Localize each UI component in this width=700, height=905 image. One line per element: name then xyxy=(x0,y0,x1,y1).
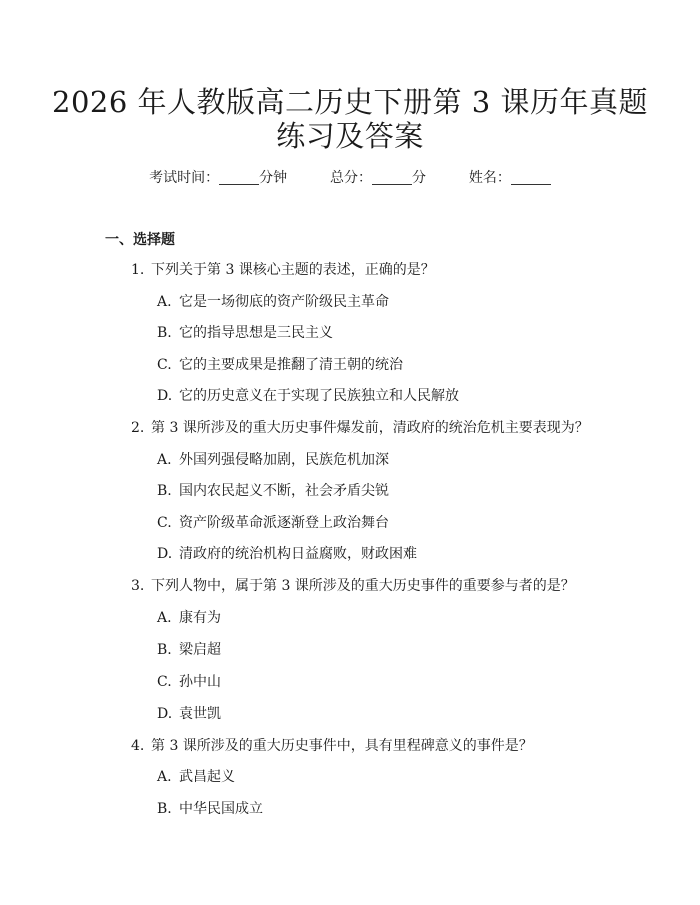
option-text: 资产阶级革命派逐渐登上政治舞台 xyxy=(179,515,389,531)
question xyxy=(131,576,575,596)
question xyxy=(131,736,533,756)
question-text: 下列人物中，属于第 3 课所涉及的重大历史事件的重要参与者的是？ xyxy=(151,578,575,594)
option-text: 孙中山 xyxy=(179,674,221,690)
option xyxy=(157,672,221,692)
option-letter: C. xyxy=(157,357,172,373)
option-letter: D. xyxy=(157,546,173,562)
option xyxy=(157,450,389,470)
option-letter: D. xyxy=(157,388,173,404)
option xyxy=(157,704,221,724)
option-text: 它的历史意义在于实现了民族独立和人民解放 xyxy=(179,388,459,404)
option-letter: A. xyxy=(157,769,172,785)
option xyxy=(157,292,389,312)
option-text: 中华民国成立 xyxy=(179,801,263,817)
option-text: 清政府的统治机构日益腐败，财政困难 xyxy=(179,546,417,562)
option-letter: B. xyxy=(157,801,172,817)
document-title-line-1: 2026 年人教版高二历史下册第 3 课历年真题 xyxy=(52,85,648,119)
option-text: 武昌起义 xyxy=(179,769,235,785)
option xyxy=(157,544,417,564)
option-letter: B. xyxy=(157,325,172,341)
question-number: 2. xyxy=(131,420,145,436)
exam-info-line xyxy=(0,168,700,188)
option xyxy=(157,323,333,343)
option-text: 外国列强侵略加剧，民族危机加深 xyxy=(179,452,389,468)
question-text: 第 3 课所涉及的重大历史事件中，具有里程碑意义的事件是？ xyxy=(151,738,533,754)
section-heading: 一、选择题 xyxy=(105,232,175,248)
time-label: 考试时间： xyxy=(149,170,220,186)
option-text: 它的主要成果是推翻了清王朝的统治 xyxy=(179,357,403,373)
score-label: 总分： xyxy=(330,170,372,186)
question xyxy=(131,418,589,438)
question-number: 4. xyxy=(131,738,145,754)
question-text: 第 3 课所涉及的重大历史事件爆发前，清政府的统治危机主要表现为？ xyxy=(151,420,589,436)
name-blank xyxy=(511,170,551,185)
question xyxy=(131,260,435,280)
option xyxy=(157,513,389,533)
option-text: 国内农民起义不断，社会矛盾尖锐 xyxy=(179,483,389,499)
question-number: 3. xyxy=(131,578,145,594)
option xyxy=(157,799,263,819)
name-label: 姓名： xyxy=(468,170,511,186)
option-letter: D. xyxy=(157,706,173,722)
option-text: 袁世凯 xyxy=(179,706,221,722)
option xyxy=(157,481,389,501)
option-text: 它的指导思想是三民主义 xyxy=(179,325,333,341)
option-letter: B. xyxy=(157,483,172,499)
option xyxy=(157,640,221,660)
option-text: 它是一场彻底的资产阶级民主革命 xyxy=(179,294,389,310)
time-unit: 分钟 xyxy=(259,170,288,186)
option-letter: C. xyxy=(157,515,172,531)
option xyxy=(157,386,459,406)
option-letter: A. xyxy=(157,452,172,468)
option-letter: A. xyxy=(157,294,172,310)
time-blank xyxy=(219,170,259,185)
score-unit: 分 xyxy=(412,170,426,186)
score-blank xyxy=(372,170,412,185)
option-letter: B. xyxy=(157,642,172,658)
document-title-line-2: 练习及答案 xyxy=(276,119,424,153)
option xyxy=(157,608,221,628)
question-text: 下列关于第 3 课核心主题的表述，正确的是？ xyxy=(151,262,435,278)
option xyxy=(157,767,235,787)
question-number: 1. xyxy=(131,262,145,278)
option-letter: C. xyxy=(157,674,172,690)
option-text: 康有为 xyxy=(179,610,221,626)
option-letter: A. xyxy=(157,610,172,626)
option xyxy=(157,355,403,375)
option-text: 梁启超 xyxy=(179,642,221,658)
